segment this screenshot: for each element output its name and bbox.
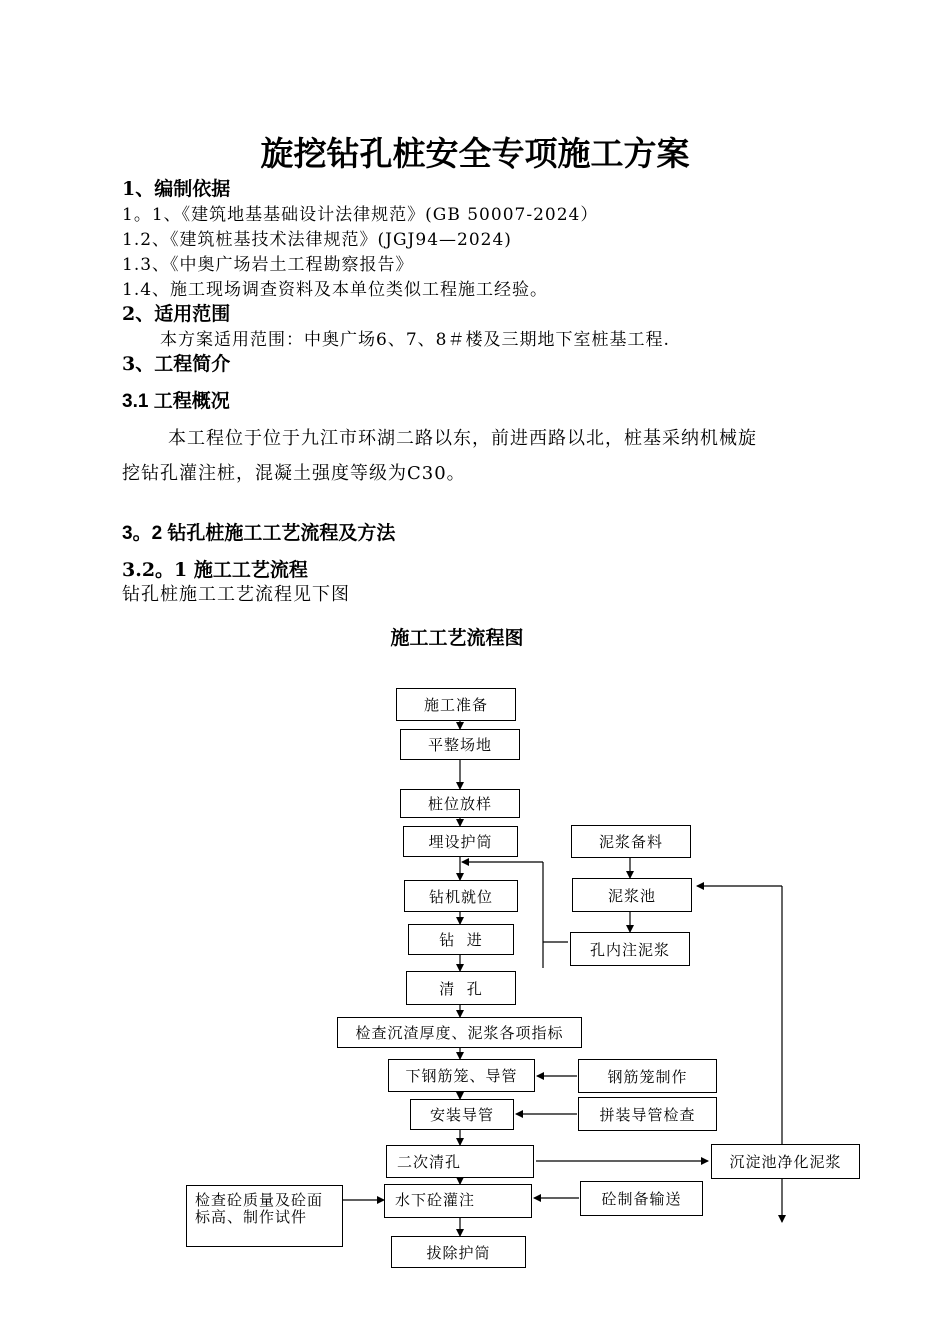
reference-item: 1。1、《建筑地基基础设计法律规范》(GB 50007-2024） [122,205,599,225]
step-underwater-pour: 水下砼灌注 [384,1184,532,1218]
step-lower-cage: 下钢筋笼、导管 [388,1059,535,1092]
section-3-2-1-heading: 3.2。1 施工工艺流程 [122,559,308,581]
step-second-cleaning: 二次清孔 [386,1145,534,1178]
scope-text: 本方案适用范围：中奥广场6、7、8＃楼及三期地下室桩基工程. [160,330,670,350]
step-pile-layout: 桩位放样 [400,789,520,818]
reference-item: 1.3、《中奥广场岩土工程勘察报告》 [122,255,414,275]
side-mud-preparation: 泥浆备料 [571,825,691,858]
process-intro-text: 钻孔桩施工工艺流程见下图 [122,584,350,605]
section-3-1-heading: 3.1 工程概况 [122,391,230,412]
section-3-2-heading: 3。2 钻孔桩施工工艺流程及方法 [122,523,396,544]
document-title: 旋挖钻孔桩安全专项施工方案 [260,134,690,173]
step-drilling: 钻 进 [408,924,514,955]
step-construction-prep: 施工准备 [396,688,516,721]
step-hole-cleaning: 清 孔 [406,971,516,1005]
side-sediment-tank: 沉淀池净化泥浆 [711,1144,860,1179]
step-remove-casing: 拔除护筒 [391,1236,526,1268]
section-1-heading: 1、编制依据 [122,178,231,200]
side-concrete-supply: 砼制备输送 [580,1181,703,1216]
step-casing-install: 埋设护筒 [403,826,518,857]
section-2-heading: 2、适用范围 [122,303,231,325]
side-cage-fabrication: 钢筋笼制作 [578,1059,717,1093]
reference-item: 1.2、《建筑桩基技术法律规范》(JGJ94—2024) [122,230,512,250]
step-rig-positioning: 钻机就位 [404,880,518,912]
step-site-leveling: 平整场地 [400,729,520,760]
side-mud-pool: 泥浆池 [572,878,692,912]
reference-item: 1.4、施工现场调查资料及本单位类似工程施工经验。 [122,280,549,300]
section-3-heading: 3、工程简介 [122,353,231,375]
step-install-pipe: 安装导管 [410,1099,514,1130]
side-pipe-check: 拼装导管检查 [578,1097,717,1131]
side-mud-injection: 孔内注泥浆 [570,932,690,966]
side-concrete-inspection: 检查砼质量及砼面标高、制作试件 [186,1185,343,1247]
step-inspect-sediment: 检查沉渣厚度、泥浆各项指标 [337,1017,582,1048]
overview-paragraph-line: 挖钻孔灌注桩，混凝土强度等级为C30。 [122,463,466,484]
flowchart-title: 施工工艺流程图 [390,627,524,649]
overview-paragraph-line: 本工程位于位于九江市环湖二路以东，前进西路以北，桩基采纳机械旋 [168,428,757,449]
